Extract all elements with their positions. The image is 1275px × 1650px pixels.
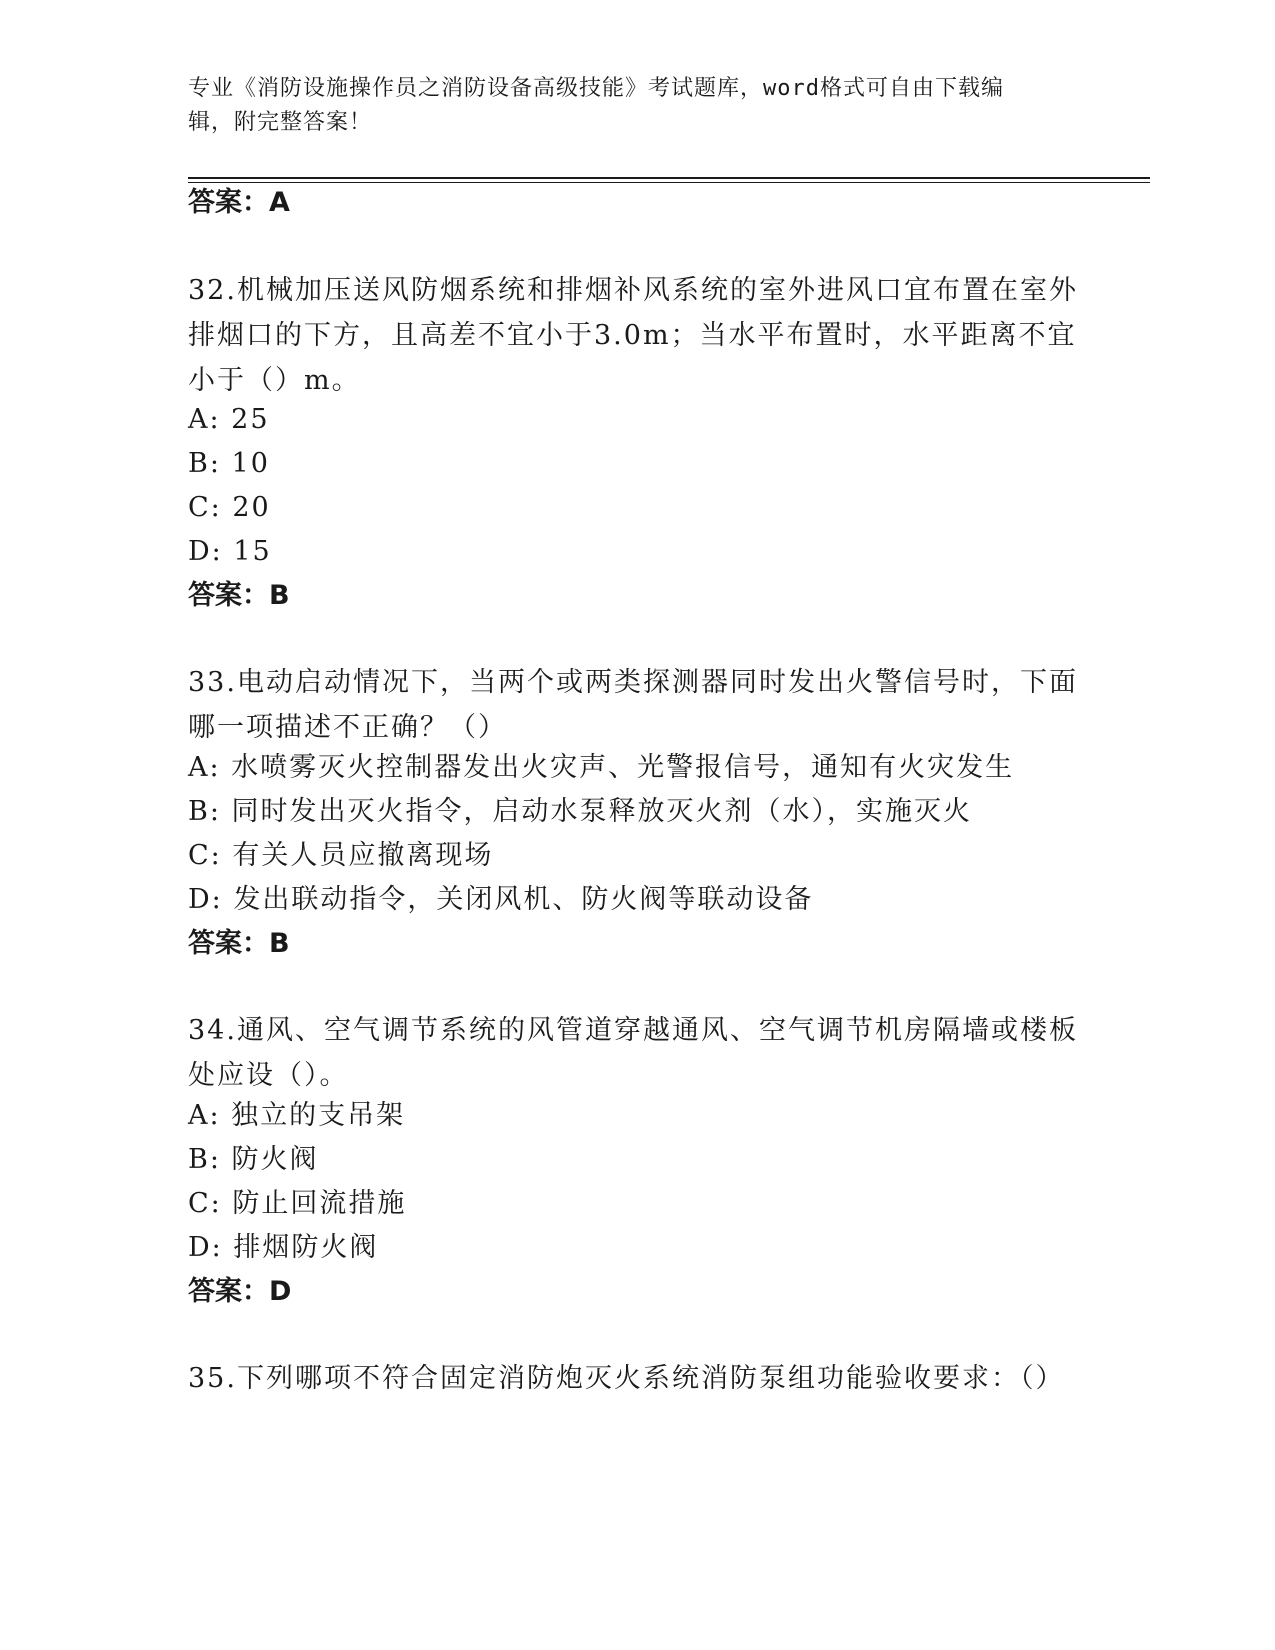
header-line-2: 辑，附完整答案！ [188,110,373,135]
question-34-option-c: C: 防止回流措施 [188,1188,407,1219]
question-34-answer: 答案：D [188,1276,292,1307]
question-32-option-c: C: 20 [188,492,271,523]
question-32-answer: 答案：B [188,580,290,611]
question-33-option-c: C: 有关人员应撤离现场 [188,840,494,871]
question-32-option-d: D: 15 [188,536,272,567]
document-header [188,72,1068,140]
question-34-option-b: B: 防火阀 [188,1144,319,1175]
header-divider [188,177,1150,179]
question-34-option-d: D: 排烟防火阀 [188,1232,379,1263]
question-34-option-a: A: 独立的支吊架 [188,1100,406,1131]
question-35-text: 35.下列哪项不符合固定消防炮灭火系统消防泵组功能验收要求：（） [188,1363,1065,1394]
answer-previous: 答案：A [188,187,290,218]
question-33-text: 33.电动启动情况下，当两个或两类探测器同时发出火警信号时，下面哪一项描述不正确？（） [188,667,1078,743]
question-32-text: 32.机械加压送风防烟系统和排烟补风系统的室外进风口宜布置在室外排烟口的下方，且高差不宜小于3.0m；当水平布置时，水平距离不宜小于（）m。 [188,275,1078,396]
header-line-1: 专业《消防设施操作员之消防设备高级技能》考试题库，word格式可自由下载编 [188,76,1004,101]
question-32-option-b: B: 10 [188,448,270,479]
question-32-option-a: A: 25 [188,404,270,435]
question-33-option-b: B: 同时发出灭火指令，启动水泵释放灭火剂（水），实施灭火 [188,796,973,827]
question-33-answer: 答案：B [188,928,290,959]
question-33-option-d: D: 发出联动指令，关闭风机、防火阀等联动设备 [188,884,814,915]
header-divider-thin [188,182,1150,183]
question-34-text: 34.通风、空气调节系统的风管道穿越通风、空气调节机房隔墙或楼板处应设（）。 [188,1015,1078,1091]
question-33-option-a: A: 水喷雾灭火控制器发出火灾声、光警报信号，通知有火灾发生 [188,752,1015,783]
